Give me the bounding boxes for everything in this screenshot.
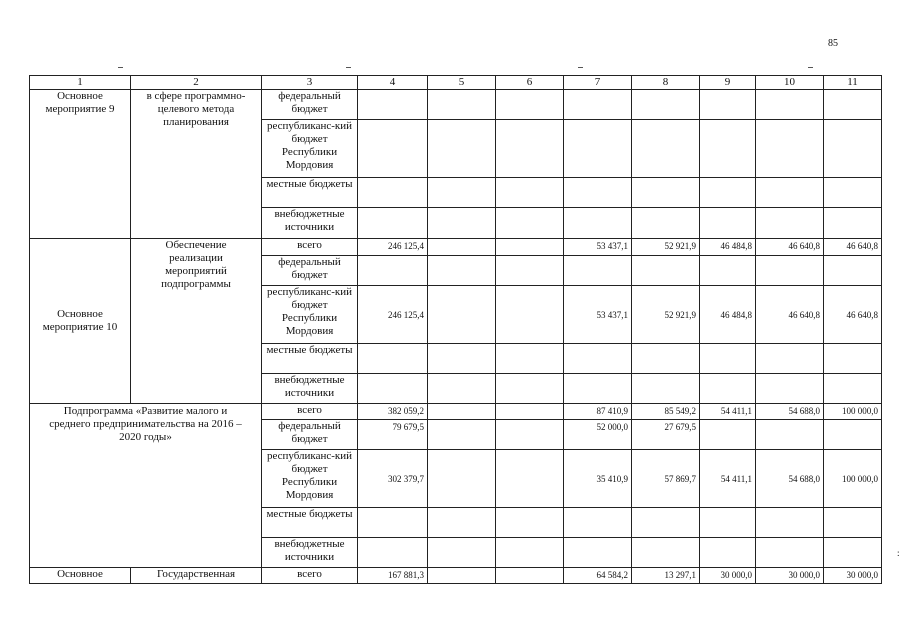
activity-name-cell: Основное <box>30 568 131 584</box>
header-cell: 8 <box>632 76 700 90</box>
amount-cell <box>632 344 700 374</box>
amount-cell <box>756 538 824 568</box>
header-cell: 2 <box>131 76 262 90</box>
funding-source-cell: федеральный бюджет <box>262 90 358 120</box>
amount-cell <box>700 256 756 286</box>
header-cell: 3 <box>262 76 358 90</box>
amount-cell <box>700 90 756 120</box>
amount-cell: 52 921,9 <box>632 286 700 344</box>
funding-source-cell: федеральный бюджет <box>262 420 358 450</box>
amount-cell <box>756 90 824 120</box>
amount-cell <box>756 344 824 374</box>
amount-cell: 46 484,8 <box>700 239 756 256</box>
amount-cell <box>824 344 882 374</box>
funding-source-cell: местные бюджеты <box>262 178 358 208</box>
amount-cell <box>428 404 496 420</box>
amount-cell <box>824 374 882 404</box>
funding-source-cell: всего <box>262 404 358 420</box>
amount-cell <box>428 90 496 120</box>
amount-cell: 46 640,8 <box>756 286 824 344</box>
amount-cell <box>756 256 824 286</box>
amount-cell <box>496 420 564 450</box>
amount-cell <box>824 256 882 286</box>
amount-cell <box>700 374 756 404</box>
activity-name-cell: Основное мероприятие 9 <box>30 90 131 239</box>
funding-source-cell: республиканс-кий бюджет Республики Мордовия <box>262 120 358 178</box>
amount-cell <box>700 178 756 208</box>
amount-cell <box>564 256 632 286</box>
funding-source-cell: внебюджетные источники <box>262 374 358 404</box>
amount-cell: 167 881,3 <box>358 568 428 584</box>
amount-cell <box>428 538 496 568</box>
amount-cell <box>824 508 882 538</box>
amount-cell <box>428 120 496 178</box>
amount-cell: 100 000,0 <box>824 404 882 420</box>
table-row <box>30 404 882 420</box>
amount-cell: 54 688,0 <box>756 404 824 420</box>
activity-description-cell: Государственная <box>131 568 262 584</box>
amount-cell <box>564 508 632 538</box>
header-cell: 9 <box>700 76 756 90</box>
amount-cell <box>632 256 700 286</box>
header-cell: 7 <box>564 76 632 90</box>
amount-cell <box>756 374 824 404</box>
amount-cell <box>564 208 632 239</box>
funding-source-cell: республиканс-кий бюджет Республики Мордовия <box>262 286 358 344</box>
funding-source-cell: местные бюджеты <box>262 508 358 538</box>
amount-cell <box>496 404 564 420</box>
column-tick-mark <box>808 67 813 68</box>
header-cell: 6 <box>496 76 564 90</box>
amount-cell <box>358 538 428 568</box>
amount-cell <box>564 374 632 404</box>
amount-cell <box>358 508 428 538</box>
amount-cell <box>358 374 428 404</box>
table-row <box>30 90 882 120</box>
amount-cell <box>496 344 564 374</box>
amount-cell <box>428 344 496 374</box>
amount-cell: 54 688,0 <box>756 450 824 508</box>
amount-cell: 302 379,7 <box>358 450 428 508</box>
amount-cell: 246 125,4 <box>358 286 428 344</box>
amount-cell <box>564 178 632 208</box>
amount-cell <box>632 178 700 208</box>
page-number: 85 <box>828 38 838 49</box>
amount-cell <box>496 208 564 239</box>
column-tick-mark <box>346 67 351 68</box>
amount-cell <box>496 178 564 208</box>
amount-cell <box>564 120 632 178</box>
amount-cell <box>496 256 564 286</box>
amount-cell: 46 484,8 <box>700 286 756 344</box>
amount-cell <box>496 90 564 120</box>
amount-cell <box>428 178 496 208</box>
amount-cell <box>824 178 882 208</box>
header-cell: 5 <box>428 76 496 90</box>
amount-cell <box>564 344 632 374</box>
funding-source-cell: федеральный бюджет <box>262 256 358 286</box>
amount-cell <box>428 239 496 256</box>
amount-cell <box>496 120 564 178</box>
amount-cell: 46 640,8 <box>824 239 882 256</box>
header-cell: 10 <box>756 76 824 90</box>
amount-cell: 79 679,5 <box>358 420 428 450</box>
amount-cell <box>496 450 564 508</box>
amount-cell <box>700 420 756 450</box>
amount-cell: 87 410,9 <box>564 404 632 420</box>
amount-cell <box>632 120 700 178</box>
table-row <box>30 568 882 584</box>
funding-source-cell: внебюджетные источники <box>262 208 358 239</box>
side-mark: : <box>897 548 900 558</box>
amount-cell: 52 921,9 <box>632 239 700 256</box>
amount-cell: 85 549,2 <box>632 404 700 420</box>
amount-cell: 52 000,0 <box>564 420 632 450</box>
amount-cell <box>428 508 496 538</box>
amount-cell: 64 584,2 <box>564 568 632 584</box>
amount-cell <box>700 208 756 239</box>
funding-source-cell: внебюджетные источники <box>262 538 358 568</box>
header-cell: 1 <box>30 76 131 90</box>
column-tick-mark <box>578 67 583 68</box>
amount-cell <box>756 120 824 178</box>
amount-cell <box>700 538 756 568</box>
amount-cell <box>632 90 700 120</box>
amount-cell <box>564 90 632 120</box>
amount-cell <box>358 208 428 239</box>
amount-cell <box>428 286 496 344</box>
amount-cell: 53 437,1 <box>564 286 632 344</box>
amount-cell <box>428 208 496 239</box>
funding-source-cell: местные бюджеты <box>262 344 358 374</box>
amount-cell <box>428 420 496 450</box>
amount-cell <box>496 374 564 404</box>
amount-cell <box>358 90 428 120</box>
amount-cell <box>756 508 824 538</box>
header-row <box>30 76 882 90</box>
amount-cell <box>824 90 882 120</box>
amount-cell: 382 059,2 <box>358 404 428 420</box>
amount-cell: 46 640,8 <box>756 239 824 256</box>
amount-cell <box>824 420 882 450</box>
amount-cell <box>496 538 564 568</box>
amount-cell <box>632 374 700 404</box>
amount-cell <box>496 286 564 344</box>
funding-source-cell: всего <box>262 568 358 584</box>
amount-cell <box>358 256 428 286</box>
amount-cell: 54 411,1 <box>700 450 756 508</box>
amount-cell <box>824 120 882 178</box>
amount-cell <box>496 508 564 538</box>
amount-cell <box>496 239 564 256</box>
subprogram-name-cell: Подпрограмма «Развитие малого и среднего предпринимательства на 2016 – 2020 годы» <box>30 404 262 568</box>
amount-cell: 13 297,1 <box>632 568 700 584</box>
amount-cell <box>496 568 564 584</box>
amount-cell <box>358 344 428 374</box>
amount-cell <box>358 178 428 208</box>
amount-cell <box>700 344 756 374</box>
amount-cell: 27 679,5 <box>632 420 700 450</box>
amount-cell: 30 000,0 <box>700 568 756 584</box>
activity-name-cell: Основное мероприятие 10 <box>30 239 131 404</box>
amount-cell: 53 437,1 <box>564 239 632 256</box>
amount-cell <box>756 420 824 450</box>
amount-cell: 35 410,9 <box>564 450 632 508</box>
activity-description-cell: Обеспечение реализации мероприятий подпрограммы <box>131 239 262 404</box>
amount-cell <box>428 450 496 508</box>
amount-cell <box>428 568 496 584</box>
header-cell: 11 <box>824 76 882 90</box>
budget-table <box>29 75 882 584</box>
amount-cell: 57 869,7 <box>632 450 700 508</box>
amount-cell <box>428 256 496 286</box>
amount-cell <box>428 374 496 404</box>
amount-cell: 30 000,0 <box>756 568 824 584</box>
activity-description-cell: в сфере программно-целевого метода планирования <box>131 90 262 239</box>
amount-cell <box>700 508 756 538</box>
amount-cell: 54 411,1 <box>700 404 756 420</box>
funding-source-cell: всего <box>262 239 358 256</box>
amount-cell <box>756 208 824 239</box>
amount-cell <box>700 120 756 178</box>
amount-cell: 46 640,8 <box>824 286 882 344</box>
funding-source-cell: республиканс-кий бюджет Республики Мордовия <box>262 450 358 508</box>
amount-cell: 30 000,0 <box>824 568 882 584</box>
column-tick-mark <box>118 67 123 68</box>
amount-cell <box>632 208 700 239</box>
header-cell: 4 <box>358 76 428 90</box>
amount-cell <box>756 178 824 208</box>
amount-cell <box>564 538 632 568</box>
amount-cell <box>824 208 882 239</box>
amount-cell <box>632 508 700 538</box>
amount-cell: 100 000,0 <box>824 450 882 508</box>
amount-cell: 246 125,4 <box>358 239 428 256</box>
amount-cell <box>632 538 700 568</box>
amount-cell <box>358 120 428 178</box>
amount-cell <box>824 538 882 568</box>
table-row <box>30 239 882 256</box>
